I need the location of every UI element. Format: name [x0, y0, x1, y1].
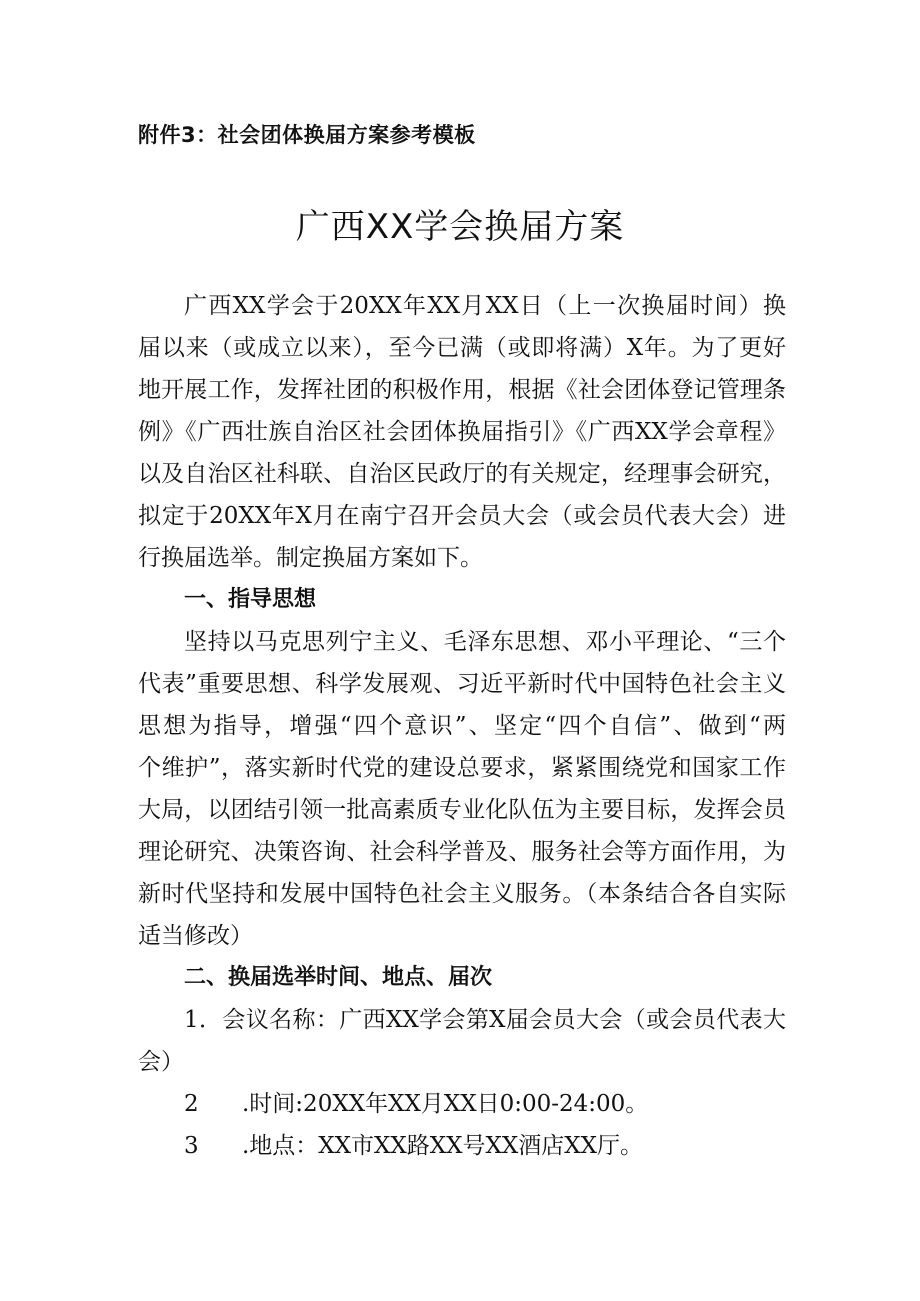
item3-number: 3 [184, 1133, 199, 1159]
attachment-label: 附件3：社会团体换届方案参考模板 [138, 123, 476, 147]
intro-line: 行换届选举。制定换届方案如下。 [138, 545, 483, 571]
intro-line: 以及自治区社科联、自治区民政厅的有关规定，经理事会研究， [138, 461, 786, 487]
section-heading-guiding-ideology: 一、指导思想 [184, 587, 317, 612]
item2-text: .时间:20XX年XX月XX日0:00-24:00。 [242, 1091, 649, 1117]
intro-line: 地开展工作，发挥社团的积极作用，根据《社会团体登记管理条 [138, 377, 786, 403]
section-heading-election-time-place: 二、换届选举时间、地点、届次 [184, 965, 493, 990]
section1-line: 个维护”，落实新时代党的建设总要求，紧紧围绕党和国家工作 [138, 755, 786, 781]
section1-line: 适当修改） [138, 923, 253, 949]
item2-number: 2 [184, 1091, 199, 1117]
intro-line: 拟定于20XX年X月在南宁召开会员大会（或会员代表大会）进 [138, 503, 786, 529]
item1-line: 会） [138, 1049, 184, 1075]
section1-line: 思想为指导，增强“四个意识”、坚定“四个自信”、做到“两 [138, 713, 786, 739]
item1-line: 1．会议名称：广西XX学会第X届会员大会（或会员代表大 [184, 1007, 786, 1033]
intro-line: 届以来（或成立以来），至今已满（或即将满）X年。为了更好 [138, 335, 786, 361]
section1-line: 理论研究、决策咨询、社会科学普及、服务社会等方面作用，为 [138, 839, 786, 865]
intro-line: 广西XX学会于20XX年XX月XX日（上一次换届时间）换 [184, 293, 786, 319]
section1-line: 新时代坚持和发展中国特色社会主义服务。（本条结合各自实际 [138, 881, 786, 907]
intro-line: 例》《广西壮族自治区社会团体换届指引》《广西XX学会章程》 [138, 419, 786, 445]
section1-line: 代表”重要思想、科学发展观、习近平新时代中国特色社会主义 [138, 671, 786, 697]
item3-text: .地点：XX市XX路XX号XX酒店XX厅。 [242, 1133, 644, 1159]
section1-line: 大局，以团结引领一批高素质专业化队伍为主要目标，发挥会员 [138, 797, 786, 823]
document-title: 广西XX学会换届方案 [295, 207, 625, 247]
section1-line: 坚持以马克思列宁主义、毛泽东思想、邓小平理论、“三个 [184, 629, 786, 655]
